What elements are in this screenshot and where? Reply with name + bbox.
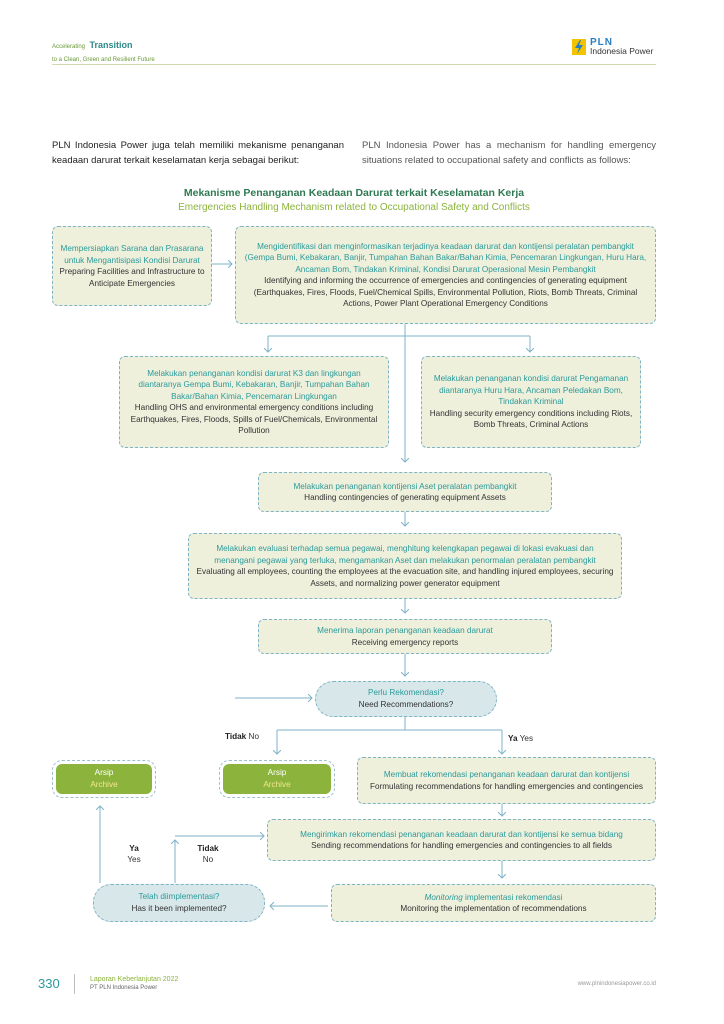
k3-en: Handling OHS and environmental emergency conditions including Earthquakes, Fires, Floods, Spills of Fuel/Chemicals, Environmental Pollution [130,403,378,435]
k3-box [119,356,389,448]
send-recommendation-box [267,819,656,861]
evaluate-box [188,533,622,599]
security-en: Handling security emergency conditions including Riots, Bomb Threats, Criminal Actions [429,408,633,430]
implemented-decision [93,884,265,922]
yes2-en: Yes [127,855,141,864]
make-recommendation-box [357,757,656,804]
monitor-box [331,884,656,922]
assets-box [258,472,552,512]
assets-id: Melakukan penanganan kontijensi Aset peralatan pembangkit [293,481,517,491]
evaluate-id: Melakukan evaluasi terhadap semua pegawai, menghitung kelengkapan pegawai di lokasi evakuasi dan menangani pegawai yang terluka, mengamankan Aset dan melakukan penormalan peralatan pembangkit [214,544,596,565]
no-label [225,731,259,742]
yes-label [508,733,533,744]
send-rec-en: Sending recommendations for handling emergencies and contingencies to all fields [311,841,612,850]
tagline-small: Accelerating [52,44,86,50]
send-rec-id: Mengirimkan rekomendasi penanganan keadaan darurat dan kontijensi ke semua bidang [300,829,623,839]
assets-en: Handling contingencies of generating equipment Assets [304,493,506,502]
monitor-id [425,892,563,904]
prepare-en: Preparing Facilities and Infrastructure to Anticipate Emergencies [59,267,205,288]
monitor-id-rest: implementasi rekomendasi [462,892,563,902]
yes-label-2 [122,843,146,865]
archive-box-right [223,764,331,794]
page-number: 330 [38,976,60,991]
security-id: Melakukan penanganan kondisi darurat Pengamanan diantaranya Huru Hara, Ancaman Peledakan Bom, Tindakan Kriminal [433,374,629,407]
monitor-en: Monitoring the implementation of recommendations [400,904,587,913]
need-recommendation-decision [315,681,497,717]
no-label-2 [194,843,222,865]
diagram-title-id: Mekanisme Penanganan Keadaan Darurat terkait Keselamatan Kerja [183,187,525,199]
security-box [421,356,641,448]
intro-en: PLN Indonesia Power has a mechanism for handling emergency situations related to occupational safety and conflicts as follows: [362,140,656,166]
report-id: Menerima laporan penanganan keadaan darurat [317,626,493,635]
tagline-sub: to a Clean, Green and Resilient Future [52,57,155,63]
make-rec-en: Formulating recommendations for handling emergencies and contingencies [369,781,644,791]
k3-id: Melakukan penanganan kondisi darurat K3 dan lingkungan diantaranya Gempa Bumi, Kebakaran, Banjir, Tumpahan Bahan Bakar/Bahan Kimia, Pencemaran Lingkungan [138,368,370,401]
no-label-id: Tidak [225,732,247,741]
implemented-id: Telah diimplementasi? [138,892,220,901]
need-rec-en: Need Recommendations? [358,700,454,709]
implemented-en: Has it been implemented? [131,904,227,913]
identify-en: Identifying and informing the occurrence of emergencies and contingencies of generating equipment (Earthquakes, Fires, Floods, Fuel/Chemical Spills, Environmental Pollution, Riots, Bomb Threats, Criminal Actions, Power Plant Operational Emergency Conditions [253,276,638,308]
logo-sub: Indonesia Power [590,46,654,56]
logo-text: PLN [590,37,613,48]
archive1-en: Archive [90,780,118,789]
evaluate-en: Evaluating all employees, counting the employees at the evacuation site, and handling injured employees, securing Assets, and normalizing power generator equipment [196,567,614,588]
no2-en: No [202,855,214,864]
yes-label-id: Ya [508,734,518,743]
archive2-id: Arsip [267,768,287,777]
identify-box [235,226,656,324]
report-en: Receiving emergency reports [351,637,459,647]
tagline-big: Transition [89,40,133,50]
diagram-title-en: Emergencies Handling Mechanism related to Occupational Safety and Conflicts [178,202,530,213]
archive-box-left [56,764,152,794]
footer-report [90,975,178,993]
archive2-en: Archive [263,780,291,789]
need-rec-id: Perlu Rekomendasi? [367,688,444,697]
footer-website: www.plnindonesiapower.co.id [577,981,656,987]
identify-id: Mengidentifikasi dan menginformasikan terjadinya keadaan darurat dan kontijensi peralatan pembangkit (Gempa Bumi, Kebakaran, Banjir, Tumpahan Bahan Bakar/Bahan Kimia, Pencemaran Lingkungan, Huru Hara, Ancaman Bom, Tindakan Kriminal, Kondisi Darurat Operasional Mesin Pembangkit [244,241,647,274]
make-rec-id: Membuat rekomendasi penanganan keadaan darurat dan kontijensi [383,770,630,779]
monitor-id-italic: Monitoring [424,892,463,902]
prepare-id: Mempersiapkan Sarana dan Prasarana untuk Mengantisipasi Kondisi Darurat [60,244,204,265]
prepare-box [52,226,212,306]
footer-divider [74,974,75,994]
footer-company: PT PLN Indonesia Power [90,985,158,991]
no-label-en: No [248,732,259,741]
report-box [258,619,552,654]
intro-id: PLN Indonesia Power juga telah memiliki mekanisme penanganan keadaan darurat terkait keselamatan kerja sebagai berikut: [52,140,344,166]
no2-id: Tidak [197,844,219,853]
yes2-id: Ya [129,844,139,853]
yes-label-en: Yes [519,734,534,743]
footer-report-title: Laporan Keberlanjutan 2022 [90,976,179,983]
archive1-id: Arsip [94,768,114,777]
